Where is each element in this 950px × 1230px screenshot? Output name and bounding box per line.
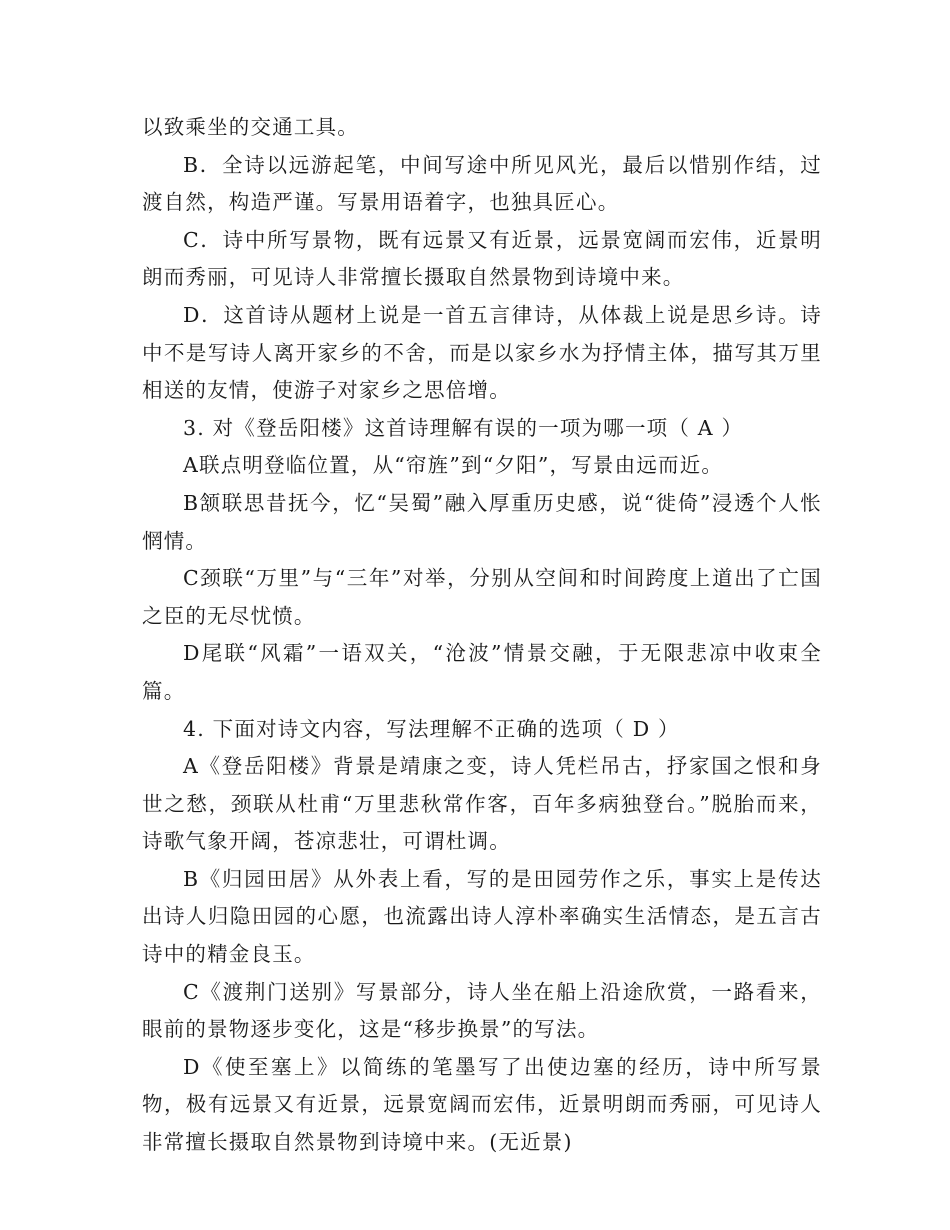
document-body bbox=[142, 109, 822, 1162]
question-3-option-d: D尾联“风霜”一语双关，“沧波”情景交融，于无限悲凉中收束全篇。 bbox=[142, 641, 822, 703]
question-3-option-b: B颔联思昔抚今，忆“吴蜀”融入厚重历史感，说“徙倚”浸透个人怅惘情。 bbox=[142, 490, 822, 553]
question-3-option-c: C颈联“万里”与“三年”对举，分别从空间和时间跨度上道出了亡国之臣的无尽忧愤。 bbox=[142, 566, 822, 628]
paragraph-continuation: 以致乘坐的交通工具。 bbox=[142, 115, 359, 139]
question-4-option-b: B《归园田居》从外表上看，写的是田园劳作之乐，事实上是传达出诗人归隐田园的心愿，也流露出诗人淳朴率确实生活情态，是五言古诗中的精金良玉。 bbox=[142, 866, 822, 967]
option-c-paragraph: C．诗中所写景物，既有远景又有近景，远景宽阔而宏伟，近景明朗而秀丽，可见诗人非常擅长摄取自然景物到诗境中来。 bbox=[142, 227, 822, 290]
question-3: 3. 对《登岳阳楼》这首诗理解有误的一项为哪一项（ A ） bbox=[183, 415, 744, 440]
option-d-paragraph: D．这首诗从题材上说是一首五言律诗，从体裁上说是思乡诗。诗中不是写诗人离开家乡的不舍，而是以家乡水为抒情主体，描写其万里相送的友情，使游子对家乡之思倍增。 bbox=[142, 302, 822, 403]
question-4: 4. 下面对诗文内容，写法理解不正确的选项（ D ） bbox=[183, 716, 680, 741]
question-4-option-d: D《使至塞上》以简练的笔墨写了出使边塞的经历，诗中所写景物，极有远景又有近景，远景宽阔而宏伟，近景明朗而秀丽，可见诗人非常擅长摄取自然景物到诗境中来。(无近景) bbox=[142, 1054, 822, 1155]
question-4-option-c: C《渡荆门送别》写景部分，诗人坐在船上沿途欣赏，一路看来，眼前的景物逐步变化，这是“移步换景”的写法。 bbox=[142, 979, 822, 1042]
question-4-option-a: A《登岳阳楼》背景是靖康之变，诗人凭栏吊古，抒家国之恨和身世之愁，颈联从杜甫“万里悲秋常作客，百年多病独登台。”脱胎而来，诗歌气象开阔，苍凉悲壮，可谓杜调。 bbox=[142, 754, 822, 854]
option-b-paragraph: B．全诗以远游起笔，中间写途中所见风光，最后以惜别作结，过渡自然，构造严谨。写景用语着字，也独具匠心。 bbox=[142, 152, 822, 215]
question-3-option-a: A联点明登临位置，从“帘旌”到“夕阳”，写景由远而近。 bbox=[183, 453, 724, 478]
